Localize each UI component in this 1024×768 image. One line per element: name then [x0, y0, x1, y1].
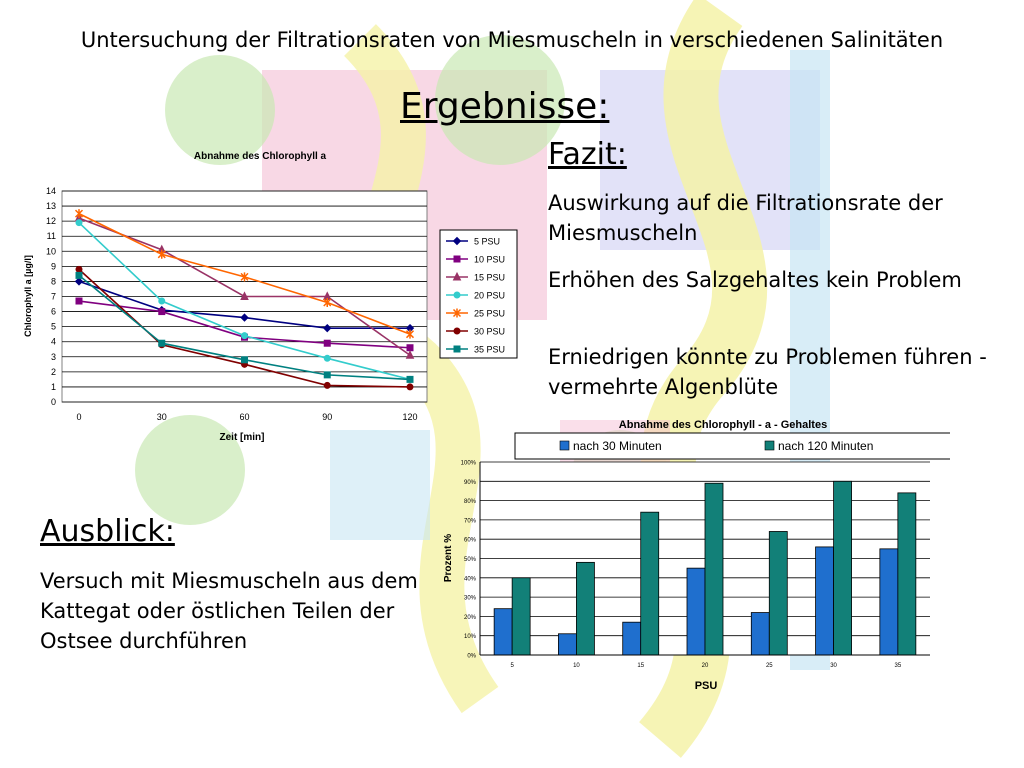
chart1-y-tick-label: 6: [50, 306, 56, 317]
chart1-data-point: [76, 272, 82, 278]
chart2-y-tick-label: 50%: [463, 557, 476, 563]
chart1-data-point: [76, 266, 82, 272]
fazit-item: Auswirkung auf die Filtrationsrate der Miesmuscheln: [548, 191, 943, 245]
chart1-x-tick-label: 30: [156, 412, 167, 422]
chart2-bar: [687, 568, 705, 655]
chart1-y-tick-label: 14: [45, 186, 56, 196]
results-heading: Ergebnisse:: [400, 86, 610, 127]
chart1-legend-label: 5 PSU: [474, 236, 501, 247]
chart2-y-tick-label: 80%: [463, 499, 476, 506]
chart1-x-tick-label: 60: [239, 412, 250, 422]
chart2-bar: [898, 493, 916, 655]
page-title: Untersuchung der Filtrationsraten von Miesmuscheln in verschiedenen Salinitäten: [80, 28, 944, 52]
chart1-data-point: [324, 340, 330, 346]
chart2-y-tick-label: 90%: [463, 479, 476, 486]
chart2-x-tick-label: 30: [830, 663, 837, 669]
chart1-legend-marker: [454, 256, 460, 262]
chart1-y-tick-label: 12: [45, 216, 56, 227]
chart2-y-axis-label: Prozent %: [443, 533, 454, 583]
chart2-x-tick-label: 25: [765, 663, 773, 669]
chart2-y-tick-label: 10%: [463, 634, 476, 641]
chart1-data-point: [324, 372, 330, 378]
chart2-bar: [769, 531, 787, 655]
chart1-data-point: [324, 355, 330, 361]
chart1-y-tick-label: 11: [46, 231, 56, 242]
chart1-data-point: [242, 357, 248, 363]
chart1-data-point: [159, 298, 165, 304]
chart1-legend-marker: [454, 328, 460, 334]
chart1-legend-label: 20 PSU: [474, 290, 506, 301]
chart1-data-point: [76, 298, 82, 304]
chart2-y-tick-label: 100%: [460, 460, 476, 467]
chart2-bar: [816, 547, 834, 655]
chart2-x-axis-label: PSU: [694, 680, 718, 692]
chart2-bar: [512, 578, 530, 655]
chart2-bar: [834, 481, 852, 655]
chart1-y-tick-label: 7: [50, 291, 56, 302]
chart1-x-tick-label: 0: [76, 412, 82, 422]
chart2-bar: [641, 512, 659, 655]
chart1-y-tick-label: 2: [50, 366, 56, 377]
chart2-y-tick-label: 60%: [463, 537, 476, 544]
chart2-legend-label: nach 120 Minuten: [778, 439, 874, 453]
chart1-x-axis-label: Zeit [min]: [219, 432, 265, 443]
chart1-title: Abnahme des Chlorophyll a: [193, 151, 327, 162]
chart1-data-point: [76, 220, 82, 226]
chart2-bar: [576, 562, 594, 655]
chart1-y-tick-label: 4: [50, 336, 56, 347]
ausblick-heading: Ausblick:: [40, 514, 175, 549]
chart2-y-tick-label: 20%: [463, 614, 476, 621]
chart1-y-tick-label: 10: [45, 246, 56, 257]
chart2-legend-swatch: [560, 441, 569, 450]
chart2-bar: [705, 483, 723, 655]
line-chart-chlorophyll: [10, 140, 530, 450]
chart1-legend-label: 15 PSU: [474, 272, 506, 283]
fazit-heading: Fazit:: [548, 137, 627, 172]
chart2-bar: [494, 609, 512, 655]
chart1-legend-marker: [454, 292, 460, 298]
fazit-item: Erniedrigen könnte zu Problemen führen - vermehrte Algenblüte: [548, 345, 987, 399]
chart1-legend-label: 25 PSU: [474, 308, 506, 319]
chart1-data-point: [324, 382, 330, 388]
chart1-y-tick-label: 8: [50, 276, 56, 287]
chart1-data-point: [242, 333, 248, 339]
chart1-legend-label: 35 PSU: [474, 344, 506, 355]
chart1-data-point: [407, 345, 413, 351]
chart1-data-point: [407, 384, 413, 390]
chart1-y-axis-label: Chlorophyll a [µg/l]: [23, 255, 33, 337]
chart1-y-tick-label: 0: [50, 397, 56, 407]
chart1-y-tick-label: 5: [50, 321, 56, 332]
chart1-y-tick-label: 1: [50, 381, 56, 392]
chart2-x-tick-label: 10: [573, 663, 580, 669]
chart1-legend: [440, 230, 517, 358]
chart2-x-tick-label: 15: [637, 663, 645, 669]
chart2-x-tick-label: 20: [701, 663, 709, 669]
chart1-y-tick-label: 3: [50, 351, 56, 362]
chart1-data-point: [159, 340, 165, 346]
chart1-y-tick-label: 9: [50, 261, 56, 272]
fazit-item: Erhöhen des Salzgehaltes kein Problem: [548, 268, 962, 292]
chart2-bar: [558, 634, 576, 655]
chart1-x-tick-label: 120: [402, 412, 418, 422]
chart2-bar: [623, 622, 641, 655]
chart2-y-tick-label: 30%: [463, 595, 476, 602]
chart2-x-tick-label: 5: [510, 663, 514, 669]
chart2-y-tick-label: 40%: [463, 576, 476, 583]
ausblick-text: Versuch mit Miesmuscheln aus dem Kattegat oder östlichen Teilen der Ostsee durchführen: [40, 569, 418, 653]
chart1-data-point: [407, 376, 413, 382]
chart1-legend-marker: [454, 346, 460, 352]
chart2-legend: [515, 433, 950, 459]
chart1-legend-label: 10 PSU: [474, 254, 506, 265]
bar-chart-chlorophyll-percent: [430, 412, 950, 702]
chart2-y-tick-label: 70%: [463, 518, 476, 525]
chart1-legend-label: 30 PSU: [474, 326, 506, 337]
chart2-y-tick-label: 0%: [467, 653, 476, 660]
chart2-legend-swatch: [765, 441, 774, 450]
chart2-title: Abnahme des Chlorophyll - a - Gehaltes: [618, 419, 828, 431]
chart1-y-tick-label: 13: [45, 201, 56, 212]
chart1-data-point: [159, 309, 165, 315]
chart2-bar: [751, 613, 769, 655]
chart1-x-tick-label: 90: [322, 412, 333, 422]
chart2-x-tick-label: 35: [894, 663, 902, 669]
chart2-bar: [880, 549, 898, 655]
chart2-legend-label: nach 30 Minuten: [573, 439, 662, 453]
